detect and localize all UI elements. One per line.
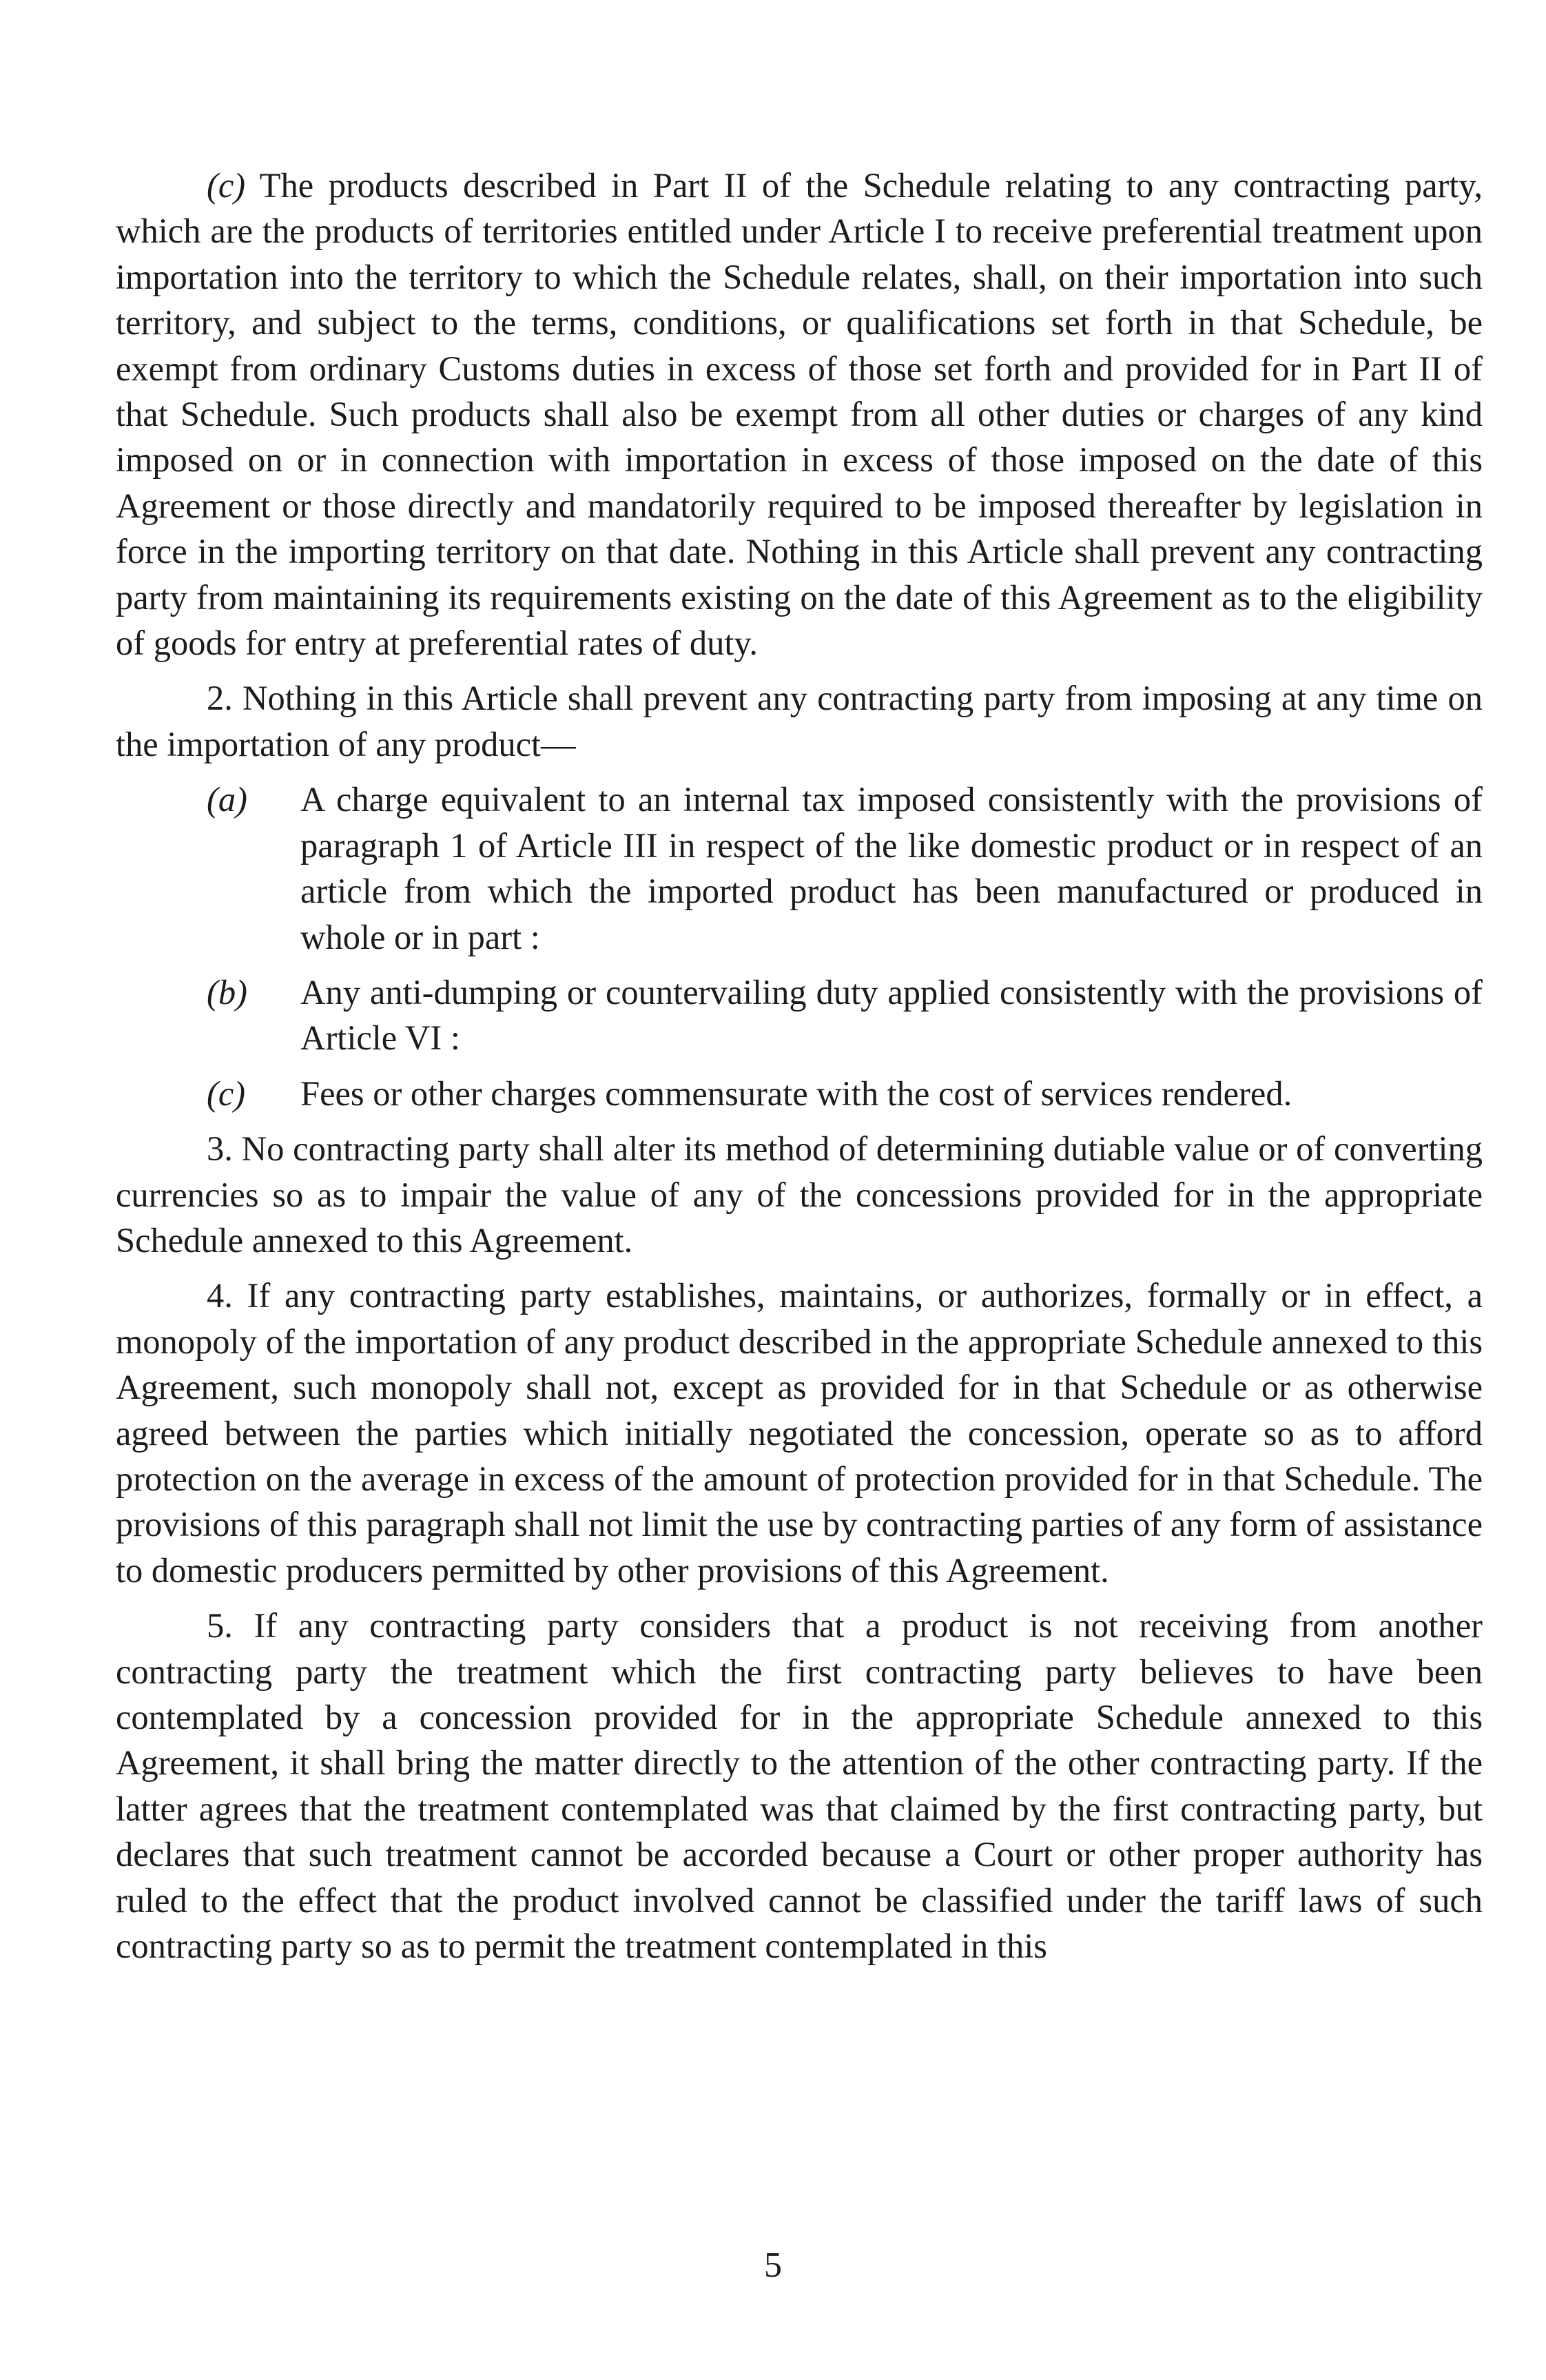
paragraph-c <box>116 163 1483 666</box>
document-page <box>116 163 1483 1969</box>
paragraph-3 <box>116 1126 1483 1263</box>
list-item-b-marker: (b) <box>207 972 247 1012</box>
list-item-b-text: Any anti-dumping or countervailing duty applied consistently with the provisions of Article VI : <box>300 972 1483 1058</box>
paragraph-c-text: The products described in Part II of the Schedule relating to any contracting party, which are the products of territories entitled under Article I to receive preferential treatment upon importation into the territory to which the Schedule relates, shall, on their importation into such territory, and subject to the terms, conditions, or qualifications set forth in that Schedule, be exempt from ordinary Customs duties in excess of those set forth and provided for in Part II of that Schedule. Such products shall also be exempt from all other duties or charges of any kind imposed on or in connection with importation in excess of those imposed on the date of this Agreement or those directly and mandatorily required to be imposed thereafter by legislation in force in the importing territory on that date. Nothing in this Article shall prevent any contracting party from maintaining its requirements existing on the date of this Agreement as to the eligibility of goods for entry at preferential rates of duty. <box>116 166 1483 663</box>
list-item-a-marker: (a) <box>207 780 247 819</box>
paragraph-5-text: If any contracting party considers that a product is not receiving from another contracting party the treatment which the first contracting party believes to have been contemplated by a concession provided for in the appropriate Schedule annexed to this Agreement, it shall bring the matter directly to the attention of the other contracting party. If the latter agrees that the treatment contemplated was that claimed by the first contracting party, but declares that such treatment cannot be accorded because a Court or other proper authority has ruled to the effect that the product involved cannot be classified under the tariff laws of such contracting party so as to permit the treatment contemplated in this <box>116 1606 1483 1966</box>
paragraph-3-number: 3. <box>207 1129 233 1169</box>
paragraph-4 <box>116 1273 1483 1593</box>
paragraph-4-number: 4. <box>207 1276 233 1315</box>
page-number: 5 <box>764 2246 782 2285</box>
paragraph-2-text: Nothing in this Article shall prevent any contracting party from imposing at any time on the importation of any product— <box>116 679 1483 763</box>
list-item-c-text: Fees or other charges commensurate with the cost of services rendered. <box>300 1074 1292 1113</box>
list-item-b <box>116 970 1483 1061</box>
paragraph-2 <box>116 675 1483 767</box>
paragraph-c-marker: (c) <box>207 166 246 205</box>
paragraph-2-number: 2. <box>207 679 233 718</box>
list-item-c-marker: (c) <box>207 1074 246 1113</box>
list-item-a <box>116 777 1483 960</box>
paragraph-3-text: No contracting party shall alter its method of determining dutiable value or of converting currencies so as to impair the value of any of the concessions provided for in the appropriate Schedule annexed to this Agreement. <box>116 1129 1483 1260</box>
paragraph-5 <box>116 1603 1483 1969</box>
paragraph-5-number: 5. <box>207 1606 233 1645</box>
list-item-a-text: A charge equivalent to an internal tax imposed consistently with the provisions of paragraph 1 of Article III in respect of the like domestic product or in respect of an article from which the imported product has been manufactured or produced in whole or in part : <box>300 780 1483 956</box>
paragraph-4-text: If any contracting party establishes, maintains, or authorizes, formally or in effect, a monopoly of the importation of any product described in the appropriate Schedule annexed to this Agreement, such monopoly shall not, except as provided for in that Schedule or as otherwise agreed between the parties which initially negotiated the concession, operate so as to afford protection on the average in excess of the amount of protection provided for in that Schedule. The provisions of this paragraph shall not limit the use by contracting parties of any form of assistance to domestic producers permitted by other provisions of this Agreement. <box>116 1276 1483 1590</box>
list-item-c <box>116 1071 1483 1116</box>
